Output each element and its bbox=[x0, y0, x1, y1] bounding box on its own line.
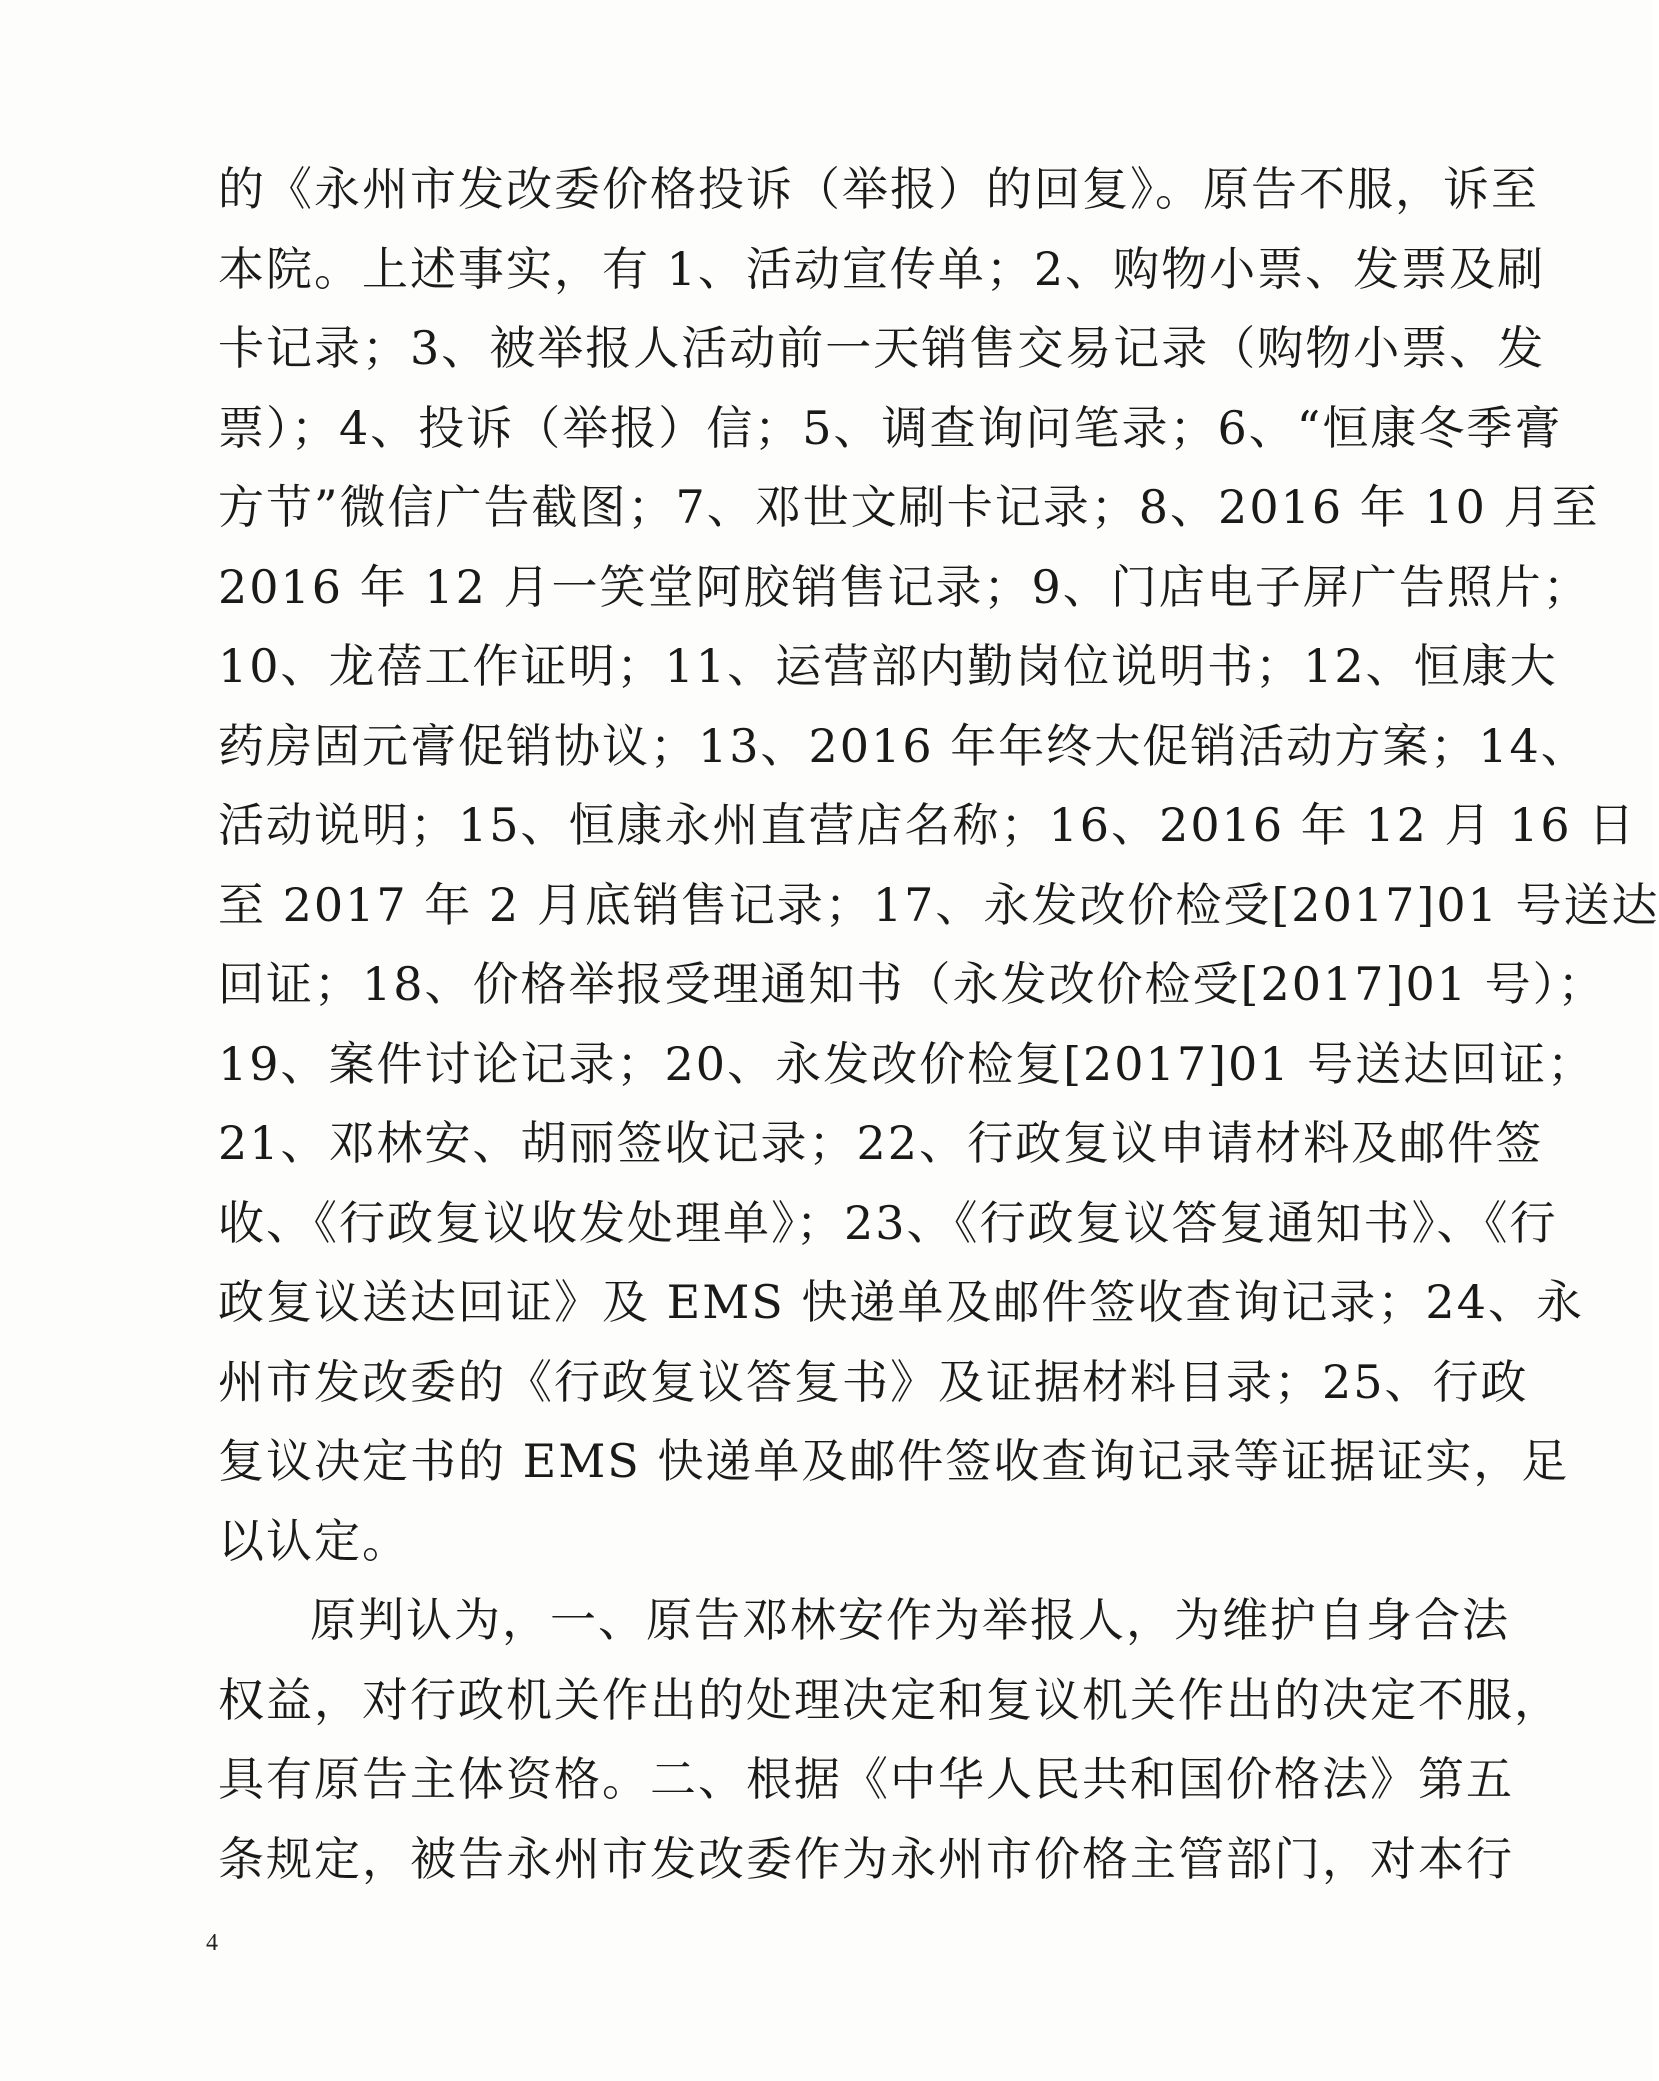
text-line: 权益，对行政机关作出的处理决定和复议机关作出的决定不服， bbox=[218, 1672, 1562, 1727]
text-line: 卡记录；3、被举报人活动前一天销售交易记录（购物小票、发 bbox=[218, 321, 1546, 375]
text-line: 10、龙蓓工作证明；11、运营部内勤岗位说明书；12、恒康大 bbox=[218, 639, 1558, 693]
text-line: 2016 年 12 月一笑堂阿胶销售记录；9、门店电子屏广告照片； bbox=[218, 559, 1591, 614]
page-number: 4 bbox=[206, 1930, 218, 1956]
text-line: 州市发改委的《行政复议答复书》及证据材料目录；25、行政 bbox=[218, 1354, 1529, 1409]
paragraph-first-line: 原判认为，一、原告邓林安作为举报人，为维护自身合法 bbox=[310, 1593, 1510, 1647]
text-line: 药房固元膏促销协议；13、2016 年年终大促销活动方案；14、 bbox=[218, 718, 1589, 773]
text-line: 政复议送达回证》及 EMS 快递单及邮件签收查询记录；24、永 bbox=[218, 1275, 1584, 1329]
text-line: 本院。上述事实，有 1、活动宣传单；2、购物小票、发票及刷 bbox=[218, 241, 1546, 296]
text-line: 收、《行政复议收发处理单》；23、《行政复议答复通知书》、《行 bbox=[218, 1195, 1558, 1250]
text-line: 活动说明；15、恒康永州直营店名称；16、2016 年 12 月 16 日 bbox=[218, 798, 1637, 852]
text-line: 复议决定书的 EMS 快递单及邮件签收查询记录等证据证实，足 bbox=[218, 1434, 1570, 1488]
text-line: 21、邓林安、胡丽签收记录；22、行政复议申请材料及邮件签 bbox=[218, 1116, 1544, 1170]
text-line: 以认定。 bbox=[218, 1513, 410, 1568]
text-line: 的《永州市发改委价格投诉（举报）的回复》。原告不服，诉至 bbox=[218, 162, 1539, 216]
text-line: 至 2017 年 2 月底销售记录；17、永发改价检受[2017]01 号送达 bbox=[218, 877, 1659, 932]
text-line: 回证；18、价格举报受理通知书（永发改价检受[2017]01 号）； bbox=[218, 957, 1606, 1011]
text-line: 票）；4、投诉（举报）信；5、调查询问笔录；6、“恒康冬季膏 bbox=[218, 400, 1563, 455]
text-line: 19、案件讨论记录；20、永发改价检复[2017]01 号送达回证； bbox=[218, 1036, 1596, 1091]
text-line: 方节”微信广告截图；7、邓世文刷卡记录；8、2016 年 10 月至 bbox=[218, 480, 1600, 534]
text-line: 具有原告主体资格。二、根据《中华人民共和国价格法》第五 bbox=[218, 1752, 1514, 1806]
body-text bbox=[218, 150, 1659, 1899]
text-line: 条规定，被告永州市发改委作为永州市价格主管部门，对本行 bbox=[218, 1831, 1514, 1886]
